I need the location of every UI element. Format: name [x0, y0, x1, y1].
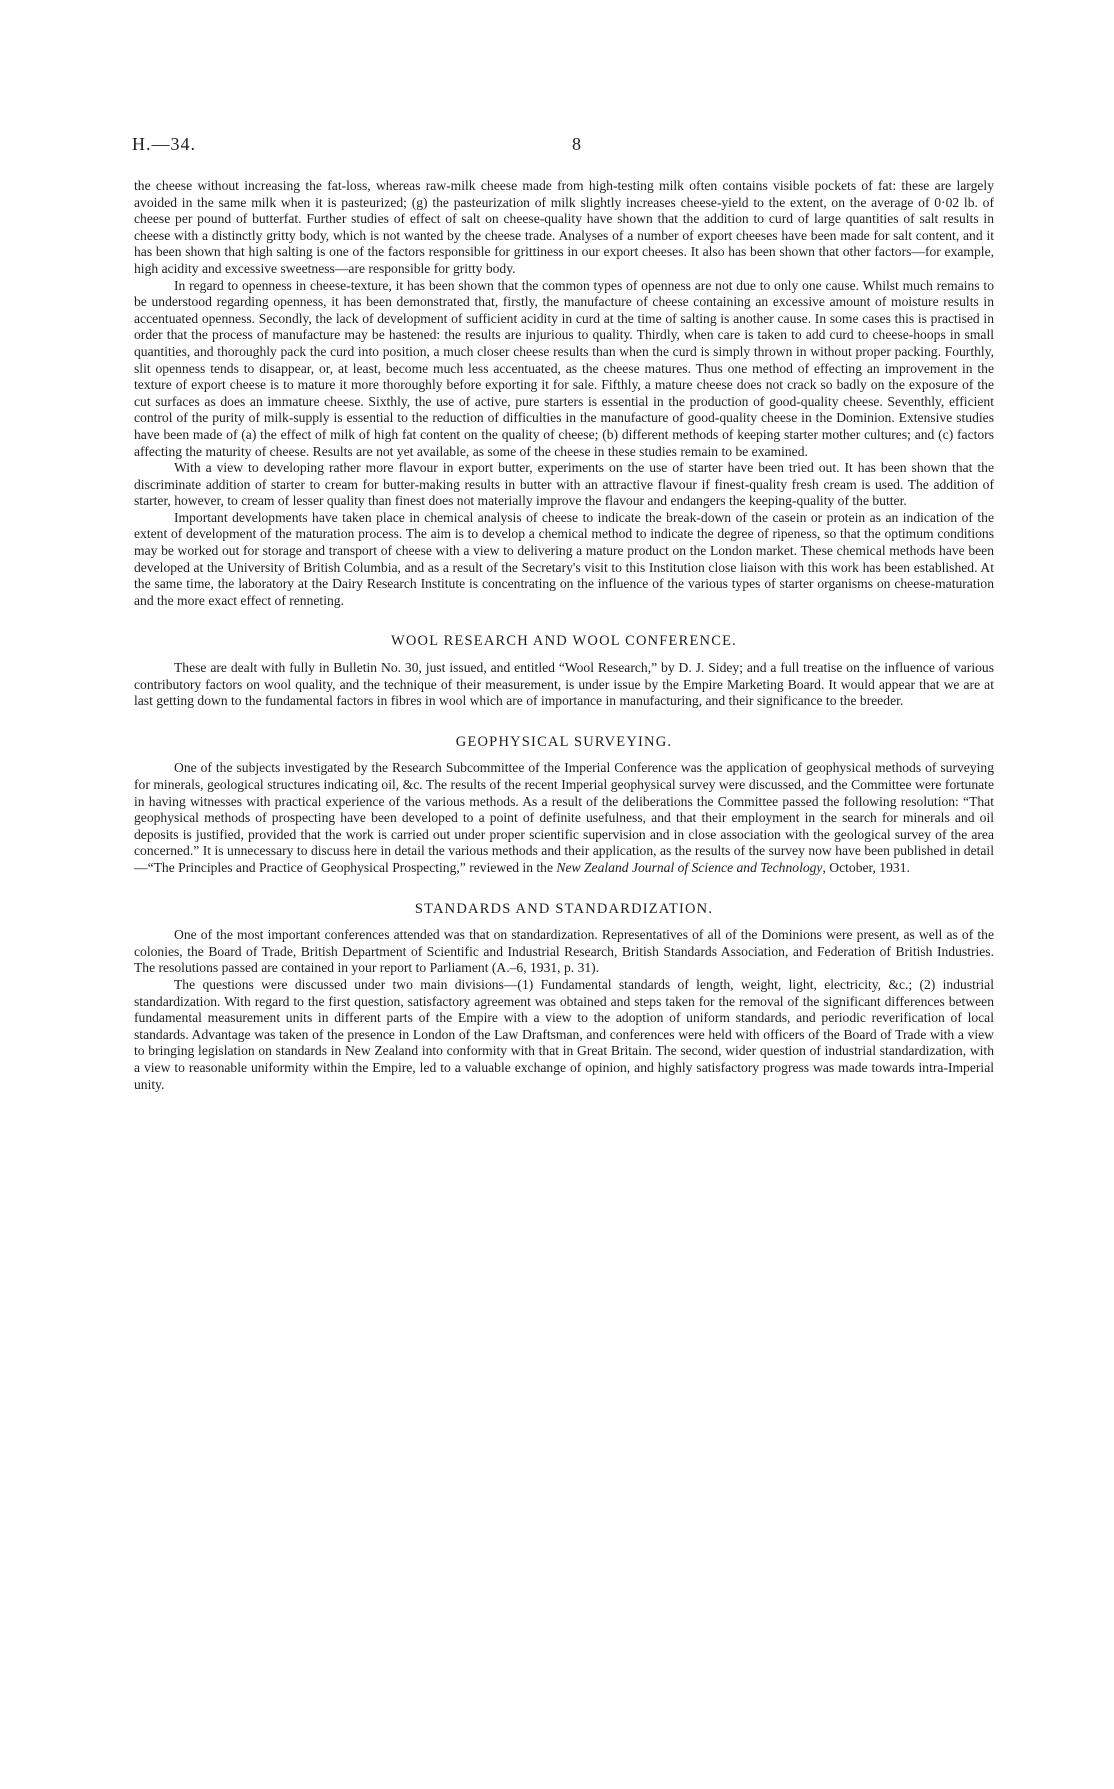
- paragraph-openness: In regard to openness in cheese-texture, it has been shown that the common types of openness are not due to only one cause. Whilst much remains to be understood regarding openness, it has been demonstrated that, firstly, the manufacture of cheese containing an excessive amount of moisture results in accentuated openness. Secondly, the lack of development of sufficient acidity in curd at the time of salting is another cause. In some cases this is practised in order that the process of manufacture may be hastened: the results are injurious to quality. Thirdly, when care is taken to add curd to cheese-hoops in small quantities, and thoroughly pack the curd into position, a much closer cheese results than when the curd is simply thrown in without proper packing. Fourthly, slit openness tends to disappear, or, at least, become much less accentuated, as the cheese matures. Thus one method of effecting an improvement in the texture of export cheese is to mature it more thoroughly before exporting it for sale. Fifthly, a mature cheese does not crack so badly on the exposure of the cut surfaces as does an immature cheese. Sixthly, the use of active, pure starters is essential in the production of good-quality cheese. Seventhly, efficient control of the purity of milk-supply is essential to the reduction of difficulties in the manufacture of good-quality cheese in the Dominion. Extensive studies have been made of (a) the effect of milk of high fat content on the quality of cheese; (b) different methods of keeping starter mother cultures; and (c) factors affecting the maturity of cheese. Results are not yet available, as some of the cheese in these studies remain to be examined.: [134, 277, 994, 459]
- section-title-wool: WOOL RESEARCH AND WOOL CONFERENCE.: [391, 633, 737, 650]
- page-header: [132, 134, 992, 156]
- document-reference: H.—34.: [132, 134, 196, 154]
- section-title-geophysical: GEOPHYSICAL SURVEYING.: [455, 733, 673, 750]
- journal-title: New Zealand Journal of Science and Technology: [556, 859, 823, 875]
- page-number: 8: [572, 134, 582, 154]
- geophysical-text-before: One of the subjects investigated by the Research Subcommittee of the Imperial Conference was the application of geophysical methods of surveying for minerals, geological structures indicating oil, &c. The results of the recent Imperial geophysical survey were discussed, and the Committee were fortunate in having witnesses with practical experience of the various methods. As a result of the deliberations the Committee passed the following resolution: “That geophysical methods of prospecting have been developed to a point of definite usefulness, and that their employment in the search for minerals and oil deposits is justified, provided that the work is carried out under proper scientific supervision and in close association with the geological survey of the area concerned.” It is unnecessary to discuss here in detail the various methods and their application, as the results of the survey now have been published in detail—“The Principles and Practice of Geophysical Prospecting,” reviewed in the: [134, 760, 994, 875]
- geophysical-text-after: , October, 1931.: [822, 859, 910, 875]
- section-title-standards: STANDARDS AND STANDARDIZATION.: [414, 900, 714, 917]
- paragraph-cheese-fat-salt: the cheese without increasing the fat-loss, whereas raw-milk cheese made from high-testing milk often contains visible pockets of fat: these are largely avoided in the same milk when it is pasteurized; (g) the pasteurization of milk slightly increases cheese-yield to the extent, on the average of 0·02 lb. of cheese per pound of butterfat. Further studies of effect of salt on cheese-quality have shown that the addition to curd of large quantities of salt results in cheese with a distinctly gritty body, which is not wanted by the cheese trade. Analyses of a number of export cheeses have been made for salt content, and it has been shown that high salting is one of the factors responsible for grittiness in our export cheeses. It also has been shown that other factors—for example, high acidity and excessive sweetness—are responsible for gritty body.: [134, 178, 994, 276]
- paragraph-wool: These are dealt with fully in Bulletin No. 30, just issued, and entitled “Wool Research,” by D. J. Sidey; and a full treatise on the influence of various contributory factors on wool quality, and the technique of their measurement, is under issue by the Empire Marketing Board. It would appear that we are at last getting down to the fundamental factors in fibres in wool which are of importance in manufacturing, and their significance to the breeder.: [134, 660, 994, 709]
- paragraph-standards-conference: One of the most important conferences attended was that on standardization. Representatives of all of the Dominions were present, as well as of the colonies, the Board of Trade, British Department of Scientific and Industrial Research, British Standards Association, and Federation of British Industries. The resolutions passed are contained in your report to Parliament (A.–6, 1931, p. 31).: [134, 927, 994, 976]
- paragraph-geophysical: [134, 760, 994, 876]
- paragraph-chemical-analysis: Important developments have taken place in chemical analysis of cheese to indicate the break-down of the casein or protein as an indication of the extent of development of the maturation process. The aim is to develop a chemical method to indicate the degree of ripeness, so that the optimum conditions may be worked out for storage and transport of cheese with a view to delivering a mature product on the London market. These chemical methods have been developed at the University of British Columbia, and as a result of the Secretary's visit to this Institution close liaison with this work has been established. At the same time, the laboratory at the Dairy Research Institute is concentrating on the influence of the various types of starter organisms on cheese-maturation and the more exact effect of renneting.: [134, 509, 994, 608]
- paragraph-standards-divisions: The questions were discussed under two main divisions—(1) Fundamental standards of length, weight, light, electricity, &c.; (2) industrial standardization. With regard to the first question, satisfactory agreement was obtained and steps taken for the removal of the significant differences between fundamental measurement units in different parts of the Empire with a view to the adoption of uniform standards, and periodic reverification of local standards. Advantage was taken of the presence in London of the Law Draftsman, and conferences were held with officers of the Board of Trade with a view to bringing legislation on standards in New Zealand into conformity with that in Great Britain. The second, wider question of industrial standardization, with a view to reasonable uniformity within the Empire, led to a valuable exchange of opinion, and highly satisfactory progress was made towards intra-Imperial unity.: [134, 976, 994, 1092]
- page-body: [134, 178, 994, 1093]
- paragraph-butter-starter: With a view to developing rather more flavour in export butter, experiments on the use of starter have been tried out. It has been shown that the discriminate addition of starter to cream for butter-making results in butter with an attractive flavour if finest-quality fresh cream is used. The addition of starter, however, to cream of lesser quality than finest does not materially improve the flavour and endangers the keeping-quality of the butter.: [134, 460, 994, 509]
